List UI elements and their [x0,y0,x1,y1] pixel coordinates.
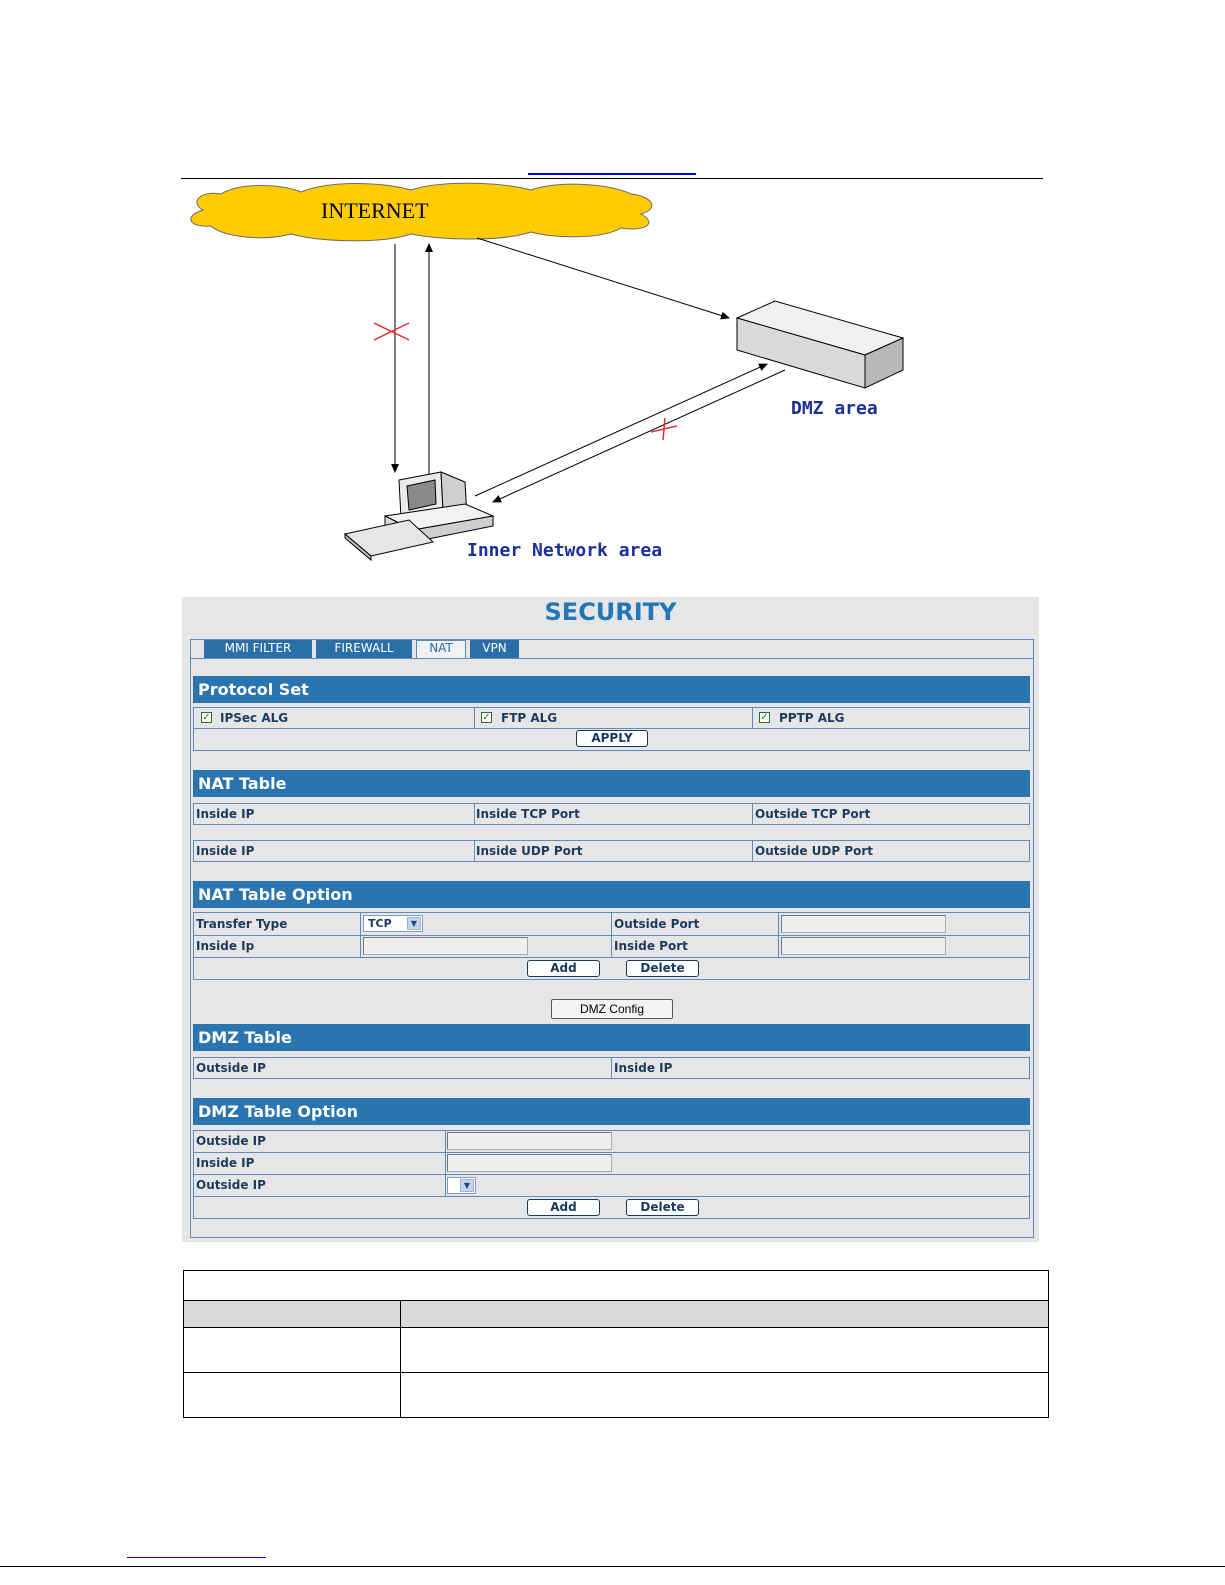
footer-link-underline[interactable] [127,1557,266,1558]
nat-option-heading: NAT Table Option [193,881,1030,908]
table-column-divider [400,1300,401,1417]
tab-firewall[interactable]: FIREWALL [316,640,412,659]
header-link-underline[interactable] [528,173,696,175]
col-dmz-outside-ip: Outside IP [196,1061,266,1075]
internet-label: INTERNET [321,198,429,223]
nat-table-tcp-header [193,803,1030,825]
dmz-table-heading: DMZ Table [193,1024,1030,1051]
tab-vpn[interactable]: VPN [470,640,519,659]
inside-ip-input[interactable] [363,937,528,955]
dmz-outside-ip-label: Outside IP [196,1134,266,1148]
footer-rule [0,1566,1225,1567]
tab-underline [191,658,1033,659]
inside-port-input[interactable] [781,937,946,955]
col-inside-ip: Inside IP [196,807,255,821]
page-title: SECURITY [544,598,677,626]
nat-table-heading: NAT Table [193,770,1030,797]
transfer-type-label: Transfer Type [196,917,288,931]
dmz-table-header [193,1057,1030,1079]
inner-network-label: Inner Network area [467,540,663,561]
col-inside-ip-udp: Inside IP [196,844,255,858]
nat-table-udp-header [193,840,1030,862]
dmz-inside-ip-label: Inside IP [196,1156,255,1170]
chevron-down-icon: ▼ [460,1179,474,1192]
dmz-outside-ip-select[interactable] [447,1177,476,1194]
ftp-alg-checkbox[interactable]: ✓ [482,712,491,723]
ipsec-alg-checkbox[interactable]: ✓ [202,712,211,723]
tab-nat[interactable]: NAT [416,640,466,659]
table-row-divider [184,1372,1048,1373]
security-panel [182,597,1039,1242]
chevron-down-icon: ▼ [407,917,421,930]
protocol-set-heading: Protocol Set [193,676,1030,703]
ftp-alg-label: FTP ALG [501,711,558,725]
col-outside-udp-port: Outside UDP Port [755,844,874,858]
tab-mmi-filter[interactable]: MMI FILTER [204,640,312,659]
header-rule [181,178,1043,179]
pptp-alg-label: PPTP ALG [779,711,845,725]
inside-ip-label: Inside Ip [196,939,255,953]
col-inside-udp-port: Inside UDP Port [476,844,583,858]
outside-port-input[interactable] [781,915,946,933]
dmz-config-button[interactable]: DMZ Config [551,999,673,1019]
dmz-option-grid [193,1130,1030,1219]
ipsec-alg-label: IPSec ALG [220,711,289,725]
dmz-delete-button[interactable]: Delete [626,1199,699,1216]
col-dmz-inside-ip: Inside IP [614,1061,673,1075]
dmz-inside-ip-input[interactable] [447,1154,612,1172]
outside-port-label: Outside Port [614,917,700,931]
pptp-alg-checkbox[interactable]: ✓ [760,712,769,723]
inside-port-label: Inside Port [614,939,688,953]
col-inside-tcp-port: Inside TCP Port [476,807,580,821]
apply-button[interactable]: APPLY [576,730,648,747]
protocol-set-grid [193,707,1030,751]
dmz-server-icon [737,301,903,388]
col-outside-tcp-port: Outside TCP Port [755,807,871,821]
dmz-add-button[interactable]: Add [527,1199,600,1216]
nat-delete-button[interactable]: Delete [626,960,699,977]
nat-add-button[interactable]: Add [527,960,600,977]
description-table [183,1270,1049,1418]
nat-option-grid [193,912,1030,980]
dmz-label: DMZ area [791,398,878,419]
dmz-outside-ip-select-label: Outside IP [196,1178,266,1192]
network-diagram [181,180,921,580]
table-header-row [184,1300,1048,1328]
dmz-option-heading: DMZ Table Option [193,1098,1030,1125]
dmz-outside-ip-input[interactable] [447,1132,612,1150]
transfer-type-select[interactable]: TCP ▼ [363,915,423,932]
